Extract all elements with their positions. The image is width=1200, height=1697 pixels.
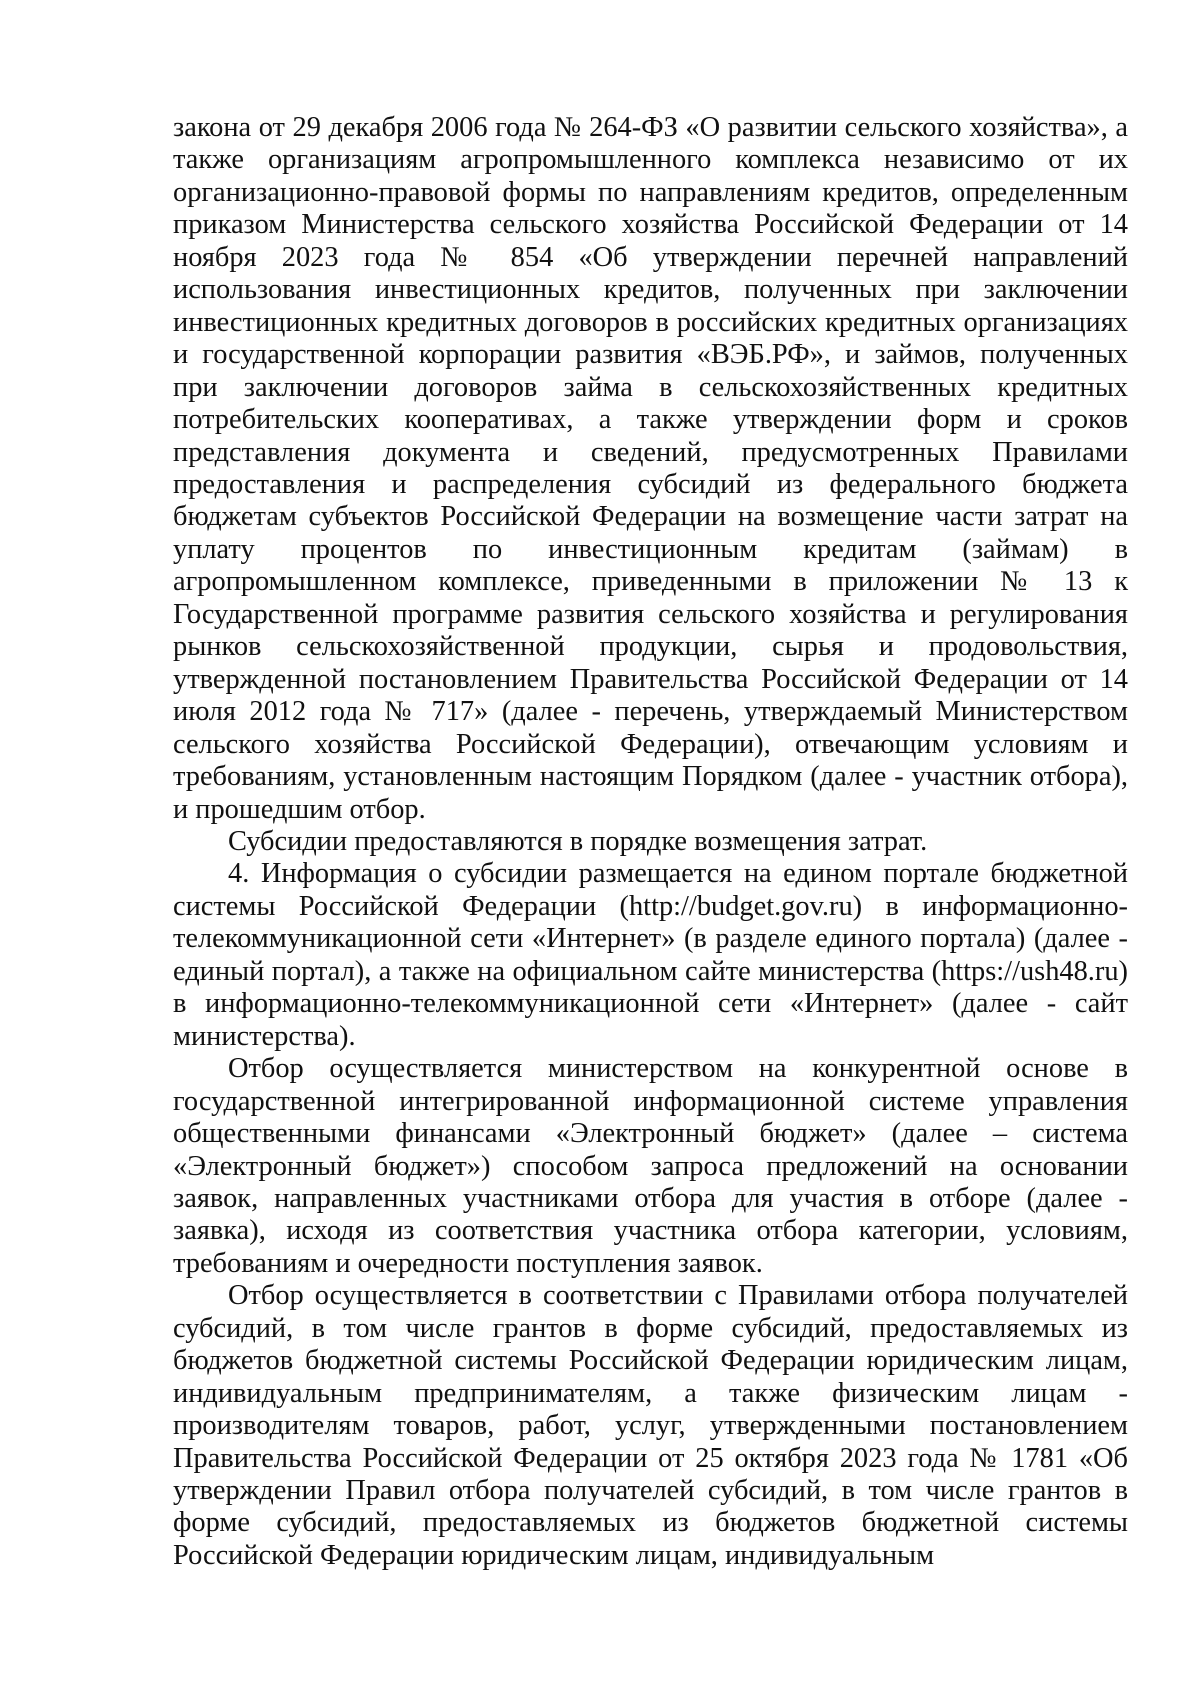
document-body [173, 112, 1128, 1572]
paragraph-reimbursement: Субсидии предоставляются в порядке возмещения затрат. [228, 825, 928, 857]
paragraph-eligibility-continuation: закона от 29 декабря 2006 года № 264-ФЗ «О развитии сельского хозяйства», а также организациям агропромышленного комплекса независимо от их организационно-правовой формы по направлениям кредитов, определенным приказом Министерства сельского хозяйства Российской Федерации от 14 ноября 2023 года № 854 «Об утверждении перечней направлений использования инвестиционных кредитов, полученных при заключении инвестиционных кредитных договоров в российских кредитных организациях и государственной корпорации развития «ВЭБ.РФ», и займов, полученных при заключении договоров займа в сельскохозяйственных кредитных потребительских кооперативах, а также утверждении форм и сроков представления документа и сведений, предусмотренных Правилами предоставления и распределения субсидий из федерального бюджета бюджетам субъектов Российской Федерации на возмещение части затрат на уплату процентов по инвестиционным кредитам (займам) в агропромышленном комплексе, приведенными в приложении № 13 к Государственной программе развития сельского хозяйства и регулирования рынков сельскохозяйственной продукции, сырья и продовольствия, утвержденной постановлением Правительства Российской Федерации от 14 июля 2012 года № 717» (далее - перечень, утверждаемый Министерством сельского хозяйства Российской Федерации), отвечающим условиям и требованиям, установленным настоящим Порядком (далее - участник отбора), и прошедшим отбор. [173, 112, 1128, 825]
paragraph-selection-procedure: Отбор осуществляется министерством на конкурентной основе в государственной интегрированной информационной системе управления общественными финансами «Электронный бюджет» (далее – система «Электронный бюджет») способом запроса предложений на основании заявок, направленных участниками отбора для участия в отборе (далее - заявка), исходя из соответствия участника отбора категории, условиям, требованиям и очередности поступления заявок. [173, 1053, 1128, 1279]
paragraph-selection-rules: Отбор осуществляется в соответствии с Правилами отбора получателей субсидий, в том числе грантов в форме субсидий, предоставляемых из бюджетов бюджетной системы Российской Федерации юридическим лицам, индивидуальным предпринимателям, а также физическим лицам - производителям товаров, работ, услуг, утвержденными постановлением Правительства Российской Федерации от 25 октября 2023 года № 1781 «Об утверждении Правил отбора получателей субсидий, в том числе грантов в форме субсидий, предоставляемых из бюджетов бюджетной системы Российской Федерации юридическим лицам, индивидуальным [173, 1280, 1128, 1571]
paragraph-information-placement: 4. Информация о субсидии размещается на едином портале бюджетной системы Российской Федерации (http://budget.gov.ru) в информационно-телекоммуникационной сети «Интернет» (в разделе единого портала) (далее - единый портал), а также на официальном сайте министерства (https://ush48.ru) в информационно-телекоммуникационной сети «Интернет» (далее - сайт министерства). [173, 858, 1128, 1052]
